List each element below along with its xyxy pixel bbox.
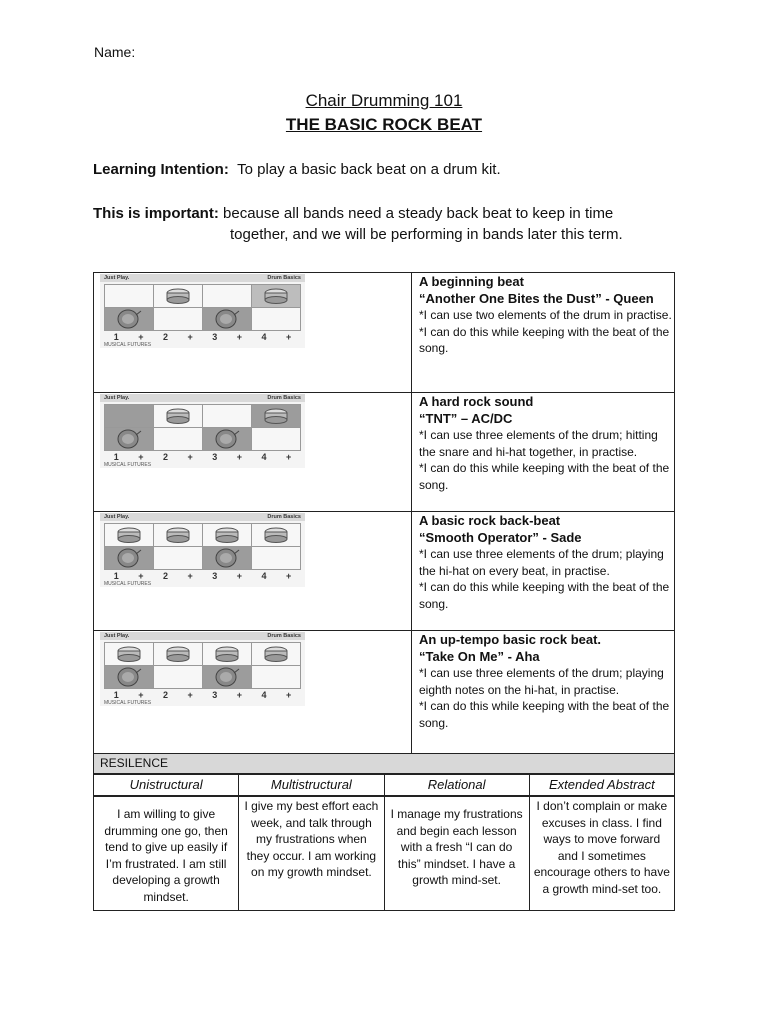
count-label: + [285,571,292,581]
count-label: + [138,332,144,342]
kick-drum-icon [214,309,240,329]
chart-cell [154,524,203,547]
beat-criteria-1: *I can use three elements of the drum; playing eighth notes on the hi-hat, in practise. [419,666,664,697]
chart-header-right: Drum Basics [267,633,301,639]
chart-cell [203,308,252,331]
chart-counts [104,332,301,342]
beat-row [93,272,675,393]
count-label: + [138,571,144,581]
learning-intention-text: To play a basic back beat on a drum kit. [237,161,501,178]
chart-cell [252,643,301,666]
chart-cell [203,524,252,547]
chart-cell [154,643,203,666]
chart-counts [104,571,301,581]
count-label: + [138,452,144,462]
drum-chart-image [100,394,305,468]
beat-criteria-1: *I can use three elements of the drum; playing the hi-hat on every beat, in practise. [419,547,664,578]
snare-drum-icon [116,527,142,543]
chart-cell [252,666,301,689]
count-label: + [285,332,292,342]
chart-cell [105,547,154,570]
chart-cell [154,308,203,331]
drum-chart-image [100,274,305,348]
snare-drum-icon [165,646,191,662]
count-label: 3 [212,452,218,462]
count-label: 3 [212,571,218,581]
count-label: 1 [113,452,119,462]
chart-header-left: Just Play. [104,395,130,401]
chart-footer: MUSICAL FUTURES [104,700,152,706]
chart-header-left: Just Play. [104,514,130,520]
chart-cell [154,547,203,570]
count-label: 2 [162,332,168,342]
count-label: + [285,452,292,462]
count-label: + [236,571,242,581]
chart-cell [252,547,301,570]
solo-cell-relational: I manage my frustrations and begin each lesson with a fresh “I can do this” mindset. I have a growth mind-set. [385,797,530,910]
solo-cell-unistructural: I am willing to give drumming one go, then tend to give up easily if I’m frustrated. I am still developing a growth mindset. [94,797,239,910]
count-label: 3 [212,690,218,700]
chart-cell [105,666,154,689]
resilience-header: RESILENCE [93,753,675,774]
count-label: + [187,571,193,581]
beat-row [93,511,675,631]
beat-description [411,631,677,753]
chart-cell [252,428,301,451]
count-label: + [138,690,144,700]
count-label: 1 [113,332,119,342]
chart-grid [104,404,301,451]
beat-criteria-1: *I can use two elements of the drum in practise. [419,308,672,322]
count-label: 4 [261,571,267,581]
solo-header-multistructural: Multistructural [239,775,384,795]
chart-cell [252,308,301,331]
chart-cell [105,405,154,428]
chart-cell [154,666,203,689]
kick-drum-icon [116,429,142,449]
snare-drum-icon [263,288,289,304]
beat-criteria-1: *I can use three elements of the drum; hitting the snare and hi-hat together, in practise. [419,428,658,459]
chart-cell [203,666,252,689]
solo-cell-extended-abstract: I don’t complain or make excuses in class. I find ways to move forward and I sometimes encourage others to have a growth mind-set too. [533,799,670,896]
importance-statement [93,203,623,245]
importance-line-1: because all bands need a steady back beat to keep in time [223,205,614,222]
count-label: 4 [261,452,267,462]
count-label: 2 [162,452,168,462]
importance-line-2: together, and we will be performing in bands later this term. [230,226,623,243]
count-label: + [236,452,242,462]
chart-cell [154,428,203,451]
count-label: 2 [162,571,168,581]
snare-drum-icon [263,408,289,424]
solo-header-relational: Relational [385,775,530,795]
chart-footer: MUSICAL FUTURES [104,581,152,587]
beat-criteria-2: *I can do this while keeping with the beat of the song. [419,461,670,492]
solo-level-descriptions [93,796,675,911]
solo-header-unistructural: Unistructural [94,775,239,795]
chart-counts [104,690,301,700]
chart-counts [104,452,301,462]
snare-drum-icon [263,527,289,543]
chart-header-left: Just Play. [104,275,130,281]
kick-drum-icon [116,667,142,687]
beat-title: A basic rock back-beat [419,513,561,528]
beat-song: “Another One Bites the Dust” - Queen [419,290,654,306]
count-label: + [187,452,193,462]
beat-table [93,272,675,910]
drum-chart [100,394,305,468]
name-label: Name: [94,44,136,60]
snare-drum-icon [214,646,240,662]
chart-cell [105,308,154,331]
solo-level-headers [93,774,675,796]
count-label: + [236,332,242,342]
chart-cell [203,405,252,428]
drum-chart [100,632,305,706]
count-label: 4 [261,332,267,342]
chart-cell [105,524,154,547]
chart-grid [104,523,301,570]
count-label: 1 [113,690,119,700]
chart-footer: MUSICAL FUTURES [104,342,152,348]
beat-description [411,273,677,392]
solo-cell-multistructural: I give my best effort each week, and talk through my frustrations when they occur. I am working on my growth mindset. [239,797,384,910]
count-label: 1 [113,571,119,581]
beat-criteria-2: *I can do this while keeping with the beat of the song. [419,324,670,355]
chart-header-right: Drum Basics [267,395,301,401]
chart-grid [104,642,301,689]
drum-chart-image [100,632,305,706]
beat-title: An up-tempo basic rock beat. [419,632,602,647]
kick-drum-icon [214,548,240,568]
chart-cell [252,524,301,547]
beat-title: A hard rock sound [419,394,534,409]
chart-grid [104,284,301,331]
kick-drum-icon [214,429,240,449]
importance-label: This is important: [93,205,219,222]
page-subtitle: THE BASIC ROCK BEAT [285,115,483,134]
count-label: 3 [212,332,218,342]
chart-cell [203,643,252,666]
drum-chart [100,513,305,587]
learning-intention-label: Learning Intention: [93,161,229,178]
chart-header-right: Drum Basics [267,514,301,520]
beat-title: A beginning beat [419,274,524,289]
chart-header-right: Drum Basics [267,275,301,281]
snare-drum-icon [165,527,191,543]
beat-song: “Take On Me” - Aha [419,648,540,664]
chart-cell [154,405,203,428]
kick-drum-icon [116,309,142,329]
chart-cell [105,428,154,451]
snare-drum-icon [165,408,191,424]
page-title: Chair Drumming 101 [305,91,463,110]
count-label: + [285,690,292,700]
chart-cell [154,285,203,308]
snare-drum-icon [214,527,240,543]
drum-chart [100,274,305,348]
drum-chart-image [100,513,305,587]
snare-drum-icon [263,646,289,662]
chart-cell [105,285,154,308]
kick-drum-icon [116,548,142,568]
learning-intention [93,161,501,178]
chart-cell [252,285,301,308]
chart-footer: MUSICAL FUTURES [104,462,152,468]
chart-cell [203,547,252,570]
kick-drum-icon [214,667,240,687]
solo-header-extended-abstract: Extended Abstract [549,777,655,792]
count-label: 2 [162,690,168,700]
beat-row [93,392,675,512]
beat-row [93,630,675,754]
snare-drum-icon [165,288,191,304]
beat-description [411,393,677,511]
count-label: + [236,690,242,700]
beat-criteria-2: *I can do this while keeping with the beat of the song. [419,580,670,611]
snare-drum-icon [116,646,142,662]
chart-cell [203,428,252,451]
beat-description [411,512,677,630]
count-label: 4 [261,690,267,700]
beat-song: “TNT” – AC/DC [419,410,513,426]
chart-cell [252,405,301,428]
count-label: + [187,690,193,700]
chart-header-left: Just Play. [104,633,130,639]
chart-cell [203,285,252,308]
count-label: + [187,332,193,342]
chart-cell [105,643,154,666]
beat-song: “Smooth Operator” - Sade [419,529,582,545]
beat-criteria-2: *I can do this while keeping with the beat of the song. [419,699,670,730]
